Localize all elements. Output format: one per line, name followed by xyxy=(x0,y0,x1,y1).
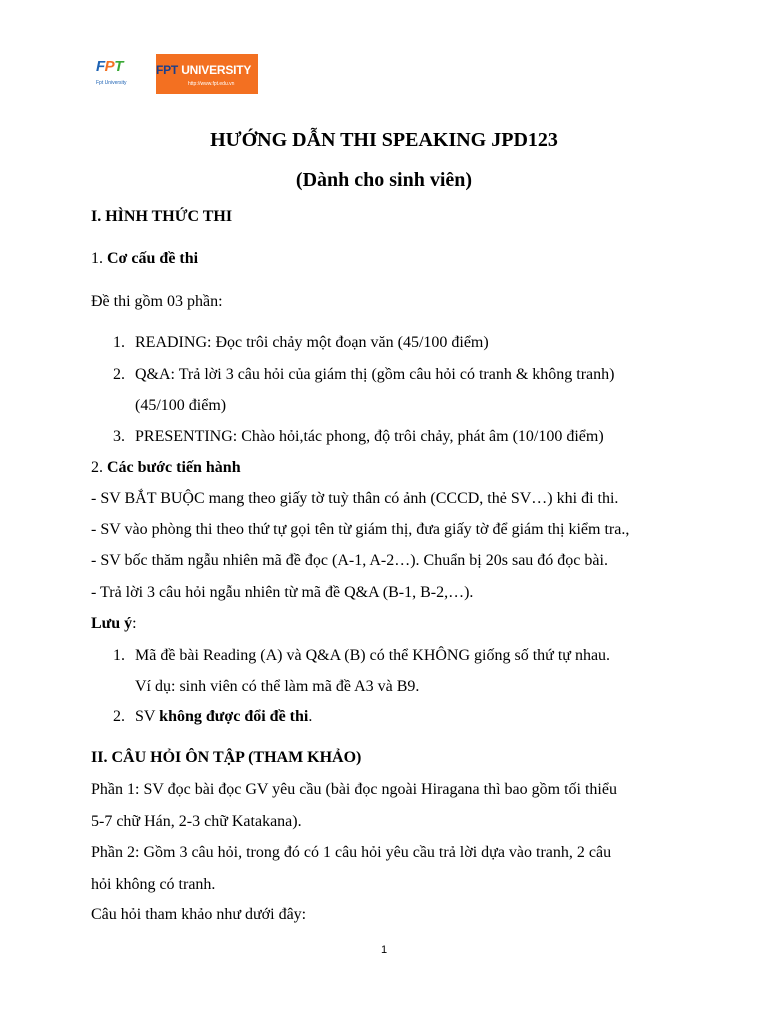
list-number: 1. xyxy=(113,334,125,351)
list-number: 2. xyxy=(113,366,125,383)
step-line: - Trả lời 3 câu hỏi ngẫu nhiên từ mã đề Q&A (B-1, B-2,…). xyxy=(91,584,474,601)
document-subtitle: (Dành cho sinh viên) xyxy=(295,169,473,191)
logo-mark: FPT xyxy=(96,58,123,75)
section-heading-2: II. CÂU HỎI ÔN TẬP (THAM KHẢO) xyxy=(91,749,362,766)
paragraph-line: Câu hỏi tham khảo như dưới đây: xyxy=(91,906,307,923)
paragraph-line: Phần 1: SV đọc bài đọc GV yêu cầu (bài đọc ngoài Hiragana thì bao gồm tối thiểu xyxy=(91,781,617,798)
list-item: Q&A: Trả lời 3 câu hỏi của giám thị (gồm câu hỏi có tranh & không tranh) xyxy=(135,366,615,383)
list-item: SV không được đổi đề thi. xyxy=(135,708,313,725)
section-heading-1: I. HÌNH THỨC THI xyxy=(91,208,233,225)
list-item: PRESENTING: Chào hỏi,tác phong, độ trôi chảy, phát âm (10/100 điểm) xyxy=(135,428,604,445)
list-number: 2. xyxy=(113,708,125,725)
list-item-continuation: Ví dụ: sinh viên có thể làm mã đề A3 và B9. xyxy=(135,678,420,695)
subsection-heading-1-1: 1. Cơ cấu đề thi xyxy=(91,250,199,267)
step-line: - SV bốc thăm ngẫu nhiên mã đề đọc (A-1, A-2…). Chuẩn bị 20s sau đó đọc bài. xyxy=(91,552,608,569)
step-line: - SV BẮT BUỘC mang theo giấy tờ tuỳ thân có ảnh (CCCD, thẻ SV…) khi đi thi. xyxy=(91,490,619,507)
page-number: 1 xyxy=(380,944,388,956)
list-item: READING: Đọc trôi chảy một đoạn văn (45/100 điểm) xyxy=(135,334,489,351)
paragraph-line: hỏi không có tranh. xyxy=(91,876,216,893)
list-number: 3. xyxy=(113,428,125,445)
subsection-heading-1-2: 2. Các bước tiến hành xyxy=(91,459,241,476)
logo-mark-block xyxy=(96,58,154,94)
logo-brand-text: FPT UNIVERSITY xyxy=(156,63,252,77)
list-number: 1. xyxy=(113,647,125,664)
document-title: HƯỚNG DẪN THI SPEAKING JPD123 xyxy=(210,129,558,151)
paragraph-line: Phần 2: Gồm 3 câu hỏi, trong đó có 1 câu hỏi yêu cầu trả lời dựa vào tranh, 2 câu xyxy=(91,844,612,861)
list-item-continuation: (45/100 điểm) xyxy=(135,397,227,414)
logo-url: http://www.fpt.edu.vn xyxy=(188,81,235,87)
fpt-university-logo xyxy=(96,54,258,94)
note-label: Lưu ý: xyxy=(91,615,137,632)
list-item: Mã đề bài Reading (A) và Q&A (B) có thể KHÔNG giống số thứ tự nhau. xyxy=(135,647,611,664)
step-line: - SV vào phòng thi theo thứ tự gọi tên từ giám thị, đưa giấy tờ để giám thị kiểm tra., xyxy=(91,521,630,538)
intro-line: Đề thi gồm 03 phần: xyxy=(91,293,223,310)
logo-subtext: Fpt University xyxy=(96,80,127,86)
logo-banner xyxy=(156,54,258,94)
paragraph-line: 5-7 chữ Hán, 2-3 chữ Katakana). xyxy=(91,813,302,830)
